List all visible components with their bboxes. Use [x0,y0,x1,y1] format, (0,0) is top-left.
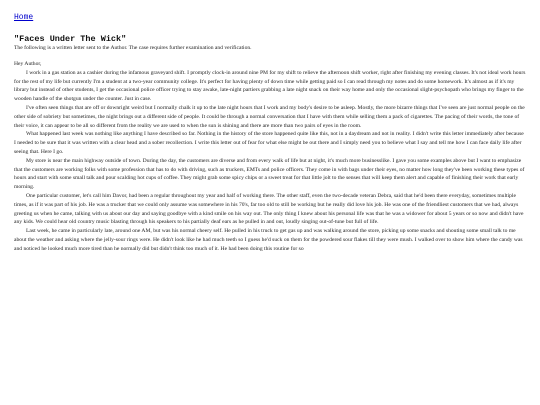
letter-greeting: Hey Author, [14,61,42,67]
story-subtitle: The following is a written letter sent to the Author. The case requires further examination and verification. [14,45,252,51]
story-title: "Faces Under The Wick" [14,34,127,44]
letter-paragraph: I've often seen things that are off or downright weird but I normally chalk it up to the late night hours that I work and my body's desire to be asleep. Mostly, the more bizarre things that I've seen are just normal people on the other side of sobriety but sometimes, the night brings out a different side of people. It could be through a normal conversation that I have with them while selling them a pack of cigarettes. The pacing of their words, the tone of their voice, it can appear to be all so different from the reality we are used to when the sun is shining and there are more than two pairs of eyes in the room. [14,104,525,129]
letter-paragraph: I work in a gas station as a cashier during the infamous graveyard shift. I promptly clock-in around nine PM for my shift to relieve the afternoon shift worker, right after finishing my evening classes. It's not ideal work hours for the rest of my life but currently I'm a student at a two-year community college. It's perfect for having plenty of down time while getting paid so I can read through my notes and do some homework. It's almost as if it's my library but instead of other students, I get the occasional police officer trying to stay awake, late-night partiers grabbing a late night snack on their way home and only the occasional slight-psychopath who brings my finger to the wooden handle of the shotgun under the counter. Just in case. [14,69,526,103]
letter-paragraph: One particular customer, let's call him Davor, had been a regular throughout my year and half of working there. The other staff, even the two-decade veteran Debra, said that he'd been there everyday, sometimes multiple times, as if it was part of his job. He was a trucker that we could only assume was somewhere in his 70's, far too old to still be working but he really did love his job. He was one of the friendliest customers that we had, always greeting us when he came, talking with us about our day and saying goodbye with a kind smile on his way out. The only thing I knew about his personal life was that he was a widower for about 5 years or so now and didn't have any kids. We could hear old country music blasting through his speakers to his partially deaf ears as he pulled in and out, loudly singing out-of-tune but full of life. [14,192,524,226]
letter-paragraph: What happened last week was nothing like anything I have described so far. Nothing in the history of the store happened quite like this, not in a daydream and not in reality. I didn't write this letter immediately after because I needed to be sure that it was written with a clear head and a sober recollection. I write this letter out of fear for what else might be out there and I simply need you to believe what I say and tell me how I can face daily life after seeing that. Here I go. [14,131,524,155]
letter-paragraph: My store is near the main highway outside of town. During the day, the customers are diverse and from every walk of life but at night, it's much more businesslike. I gave you some examples above but I want to emphasize that the customers are working folks with some profession that has to do with driving, such as truckers, EMTs and police officers. They come in with bags under their eyes, no matter how long they've been working these types of hours and start with some small talk and pour scalding hot cups of coffee. They might grab some spicy chips or a sweet treat for that little jolt to the senses that will keep them alert and capable of finishing their work that early morning. [14,157,525,191]
home-link[interactable]: Home [14,13,34,22]
letter-paragraph: Last week, he came in particularly late, around one AM, but was his normal cheery self. He pulled in his truck to get gas up and was walking around the store, picking up some snacks and shouting some small talk to me about the weather and asking where the jelly-sour rings were. He didn't look like he had much teeth so I guess he'd suck on them for the powdered sour flakes till they were mush. I walked over to show him where the candy was and noticed he looked much more tired than he normally did but didn't think too much of it. He had been doing this routine for so [14,228,523,252]
document-body [14,13,526,254]
